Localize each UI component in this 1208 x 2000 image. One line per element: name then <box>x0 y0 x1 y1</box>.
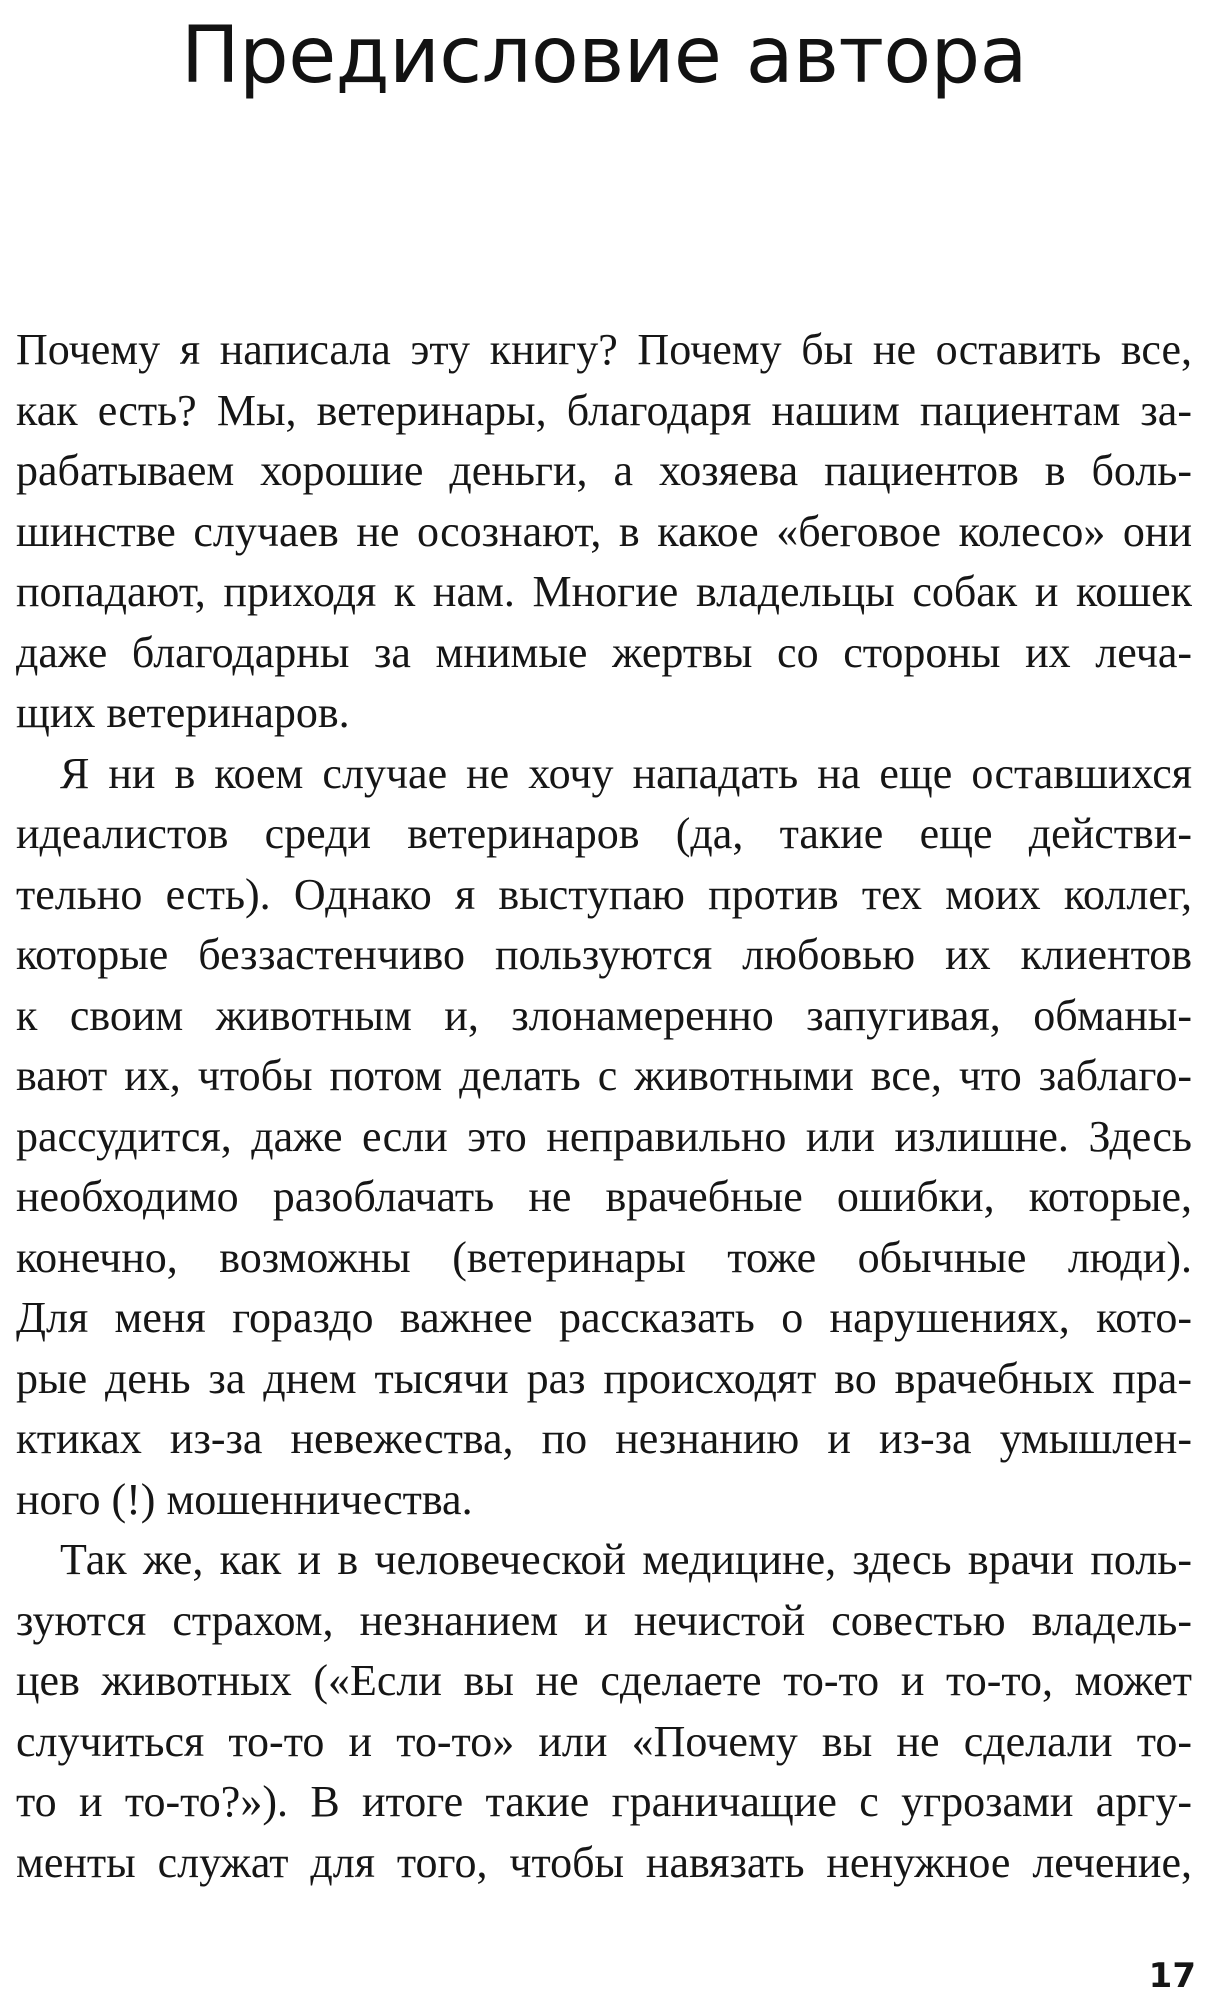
text-line: идеалистов среди ветеринаров (да, такие еще действи- <box>16 809 1192 858</box>
text-line: Я ни в коем случае не хочу нападать на еще оставшихся <box>60 748 1192 798</box>
text-line: как есть? Мы, ветеринары, благодаря нашим пациентам за- <box>16 385 1192 435</box>
page-number: 17 <box>1148 1956 1196 1996</box>
text-line: случиться то-то и то-то» или «Почему вы не сделали то- <box>16 1716 1192 1766</box>
text-line: Для меня гораздо важнее рассказать о нарушениях, кото- <box>16 1293 1192 1342</box>
text-line: щих ветеринаров. <box>16 688 350 737</box>
text-line: конечно, возможны (ветеринары тоже обычные люди). <box>16 1232 1192 1282</box>
text-line: ктиках из-за невежества, по незнанию и из-за умышлен- <box>16 1414 1192 1463</box>
paragraph-1 <box>16 320 1192 744</box>
text-line: которые беззастенчиво пользуются любовью их клиентов <box>16 930 1192 979</box>
text-line: цев животных («Если вы не сделаете то-то и то-то, может <box>16 1656 1192 1705</box>
text-line: то и то-то?»). В итоге такие граничащие с угрозами аргу- <box>16 1777 1192 1826</box>
text-line: Так же, как и в человеческой медицине, здесь врачи поль- <box>60 1535 1192 1584</box>
chapter-title: Предисловие автора <box>181 11 1027 101</box>
text-line: вают их, чтобы потом делать с животными все, что заблаго- <box>16 1051 1192 1100</box>
text-line: необходимо разоблачать не врачебные ошибки, которые, <box>16 1172 1192 1221</box>
text-line: рабатываем хорошие деньги, а хозяева пациентов в боль- <box>16 446 1192 495</box>
text-line: даже благодарны за мнимые жертвы со стороны их леча- <box>16 627 1192 677</box>
text-line: шинстве случаев не осознают, в какое «беговое колесо» они <box>16 506 1192 556</box>
text-line: менты служат для того, чтобы навязать ненужное лечение, <box>16 1837 1192 1887</box>
text-line: зуются страхом, незнанием и нечистой совестью владель- <box>16 1595 1192 1645</box>
body-text <box>16 320 1192 1893</box>
text-line: к своим животным и, злонамеренно запугивая, обманы- <box>16 990 1192 1040</box>
text-line: Почему я написала эту книгу? Почему бы не оставить все, <box>16 325 1192 374</box>
paragraph-2 <box>16 744 1192 1531</box>
text-line: попадают, приходя к нам. Многие владельцы собак и кошек <box>16 567 1192 616</box>
text-line: рассудится, даже если это неправильно или излишне. Здесь <box>16 1111 1192 1161</box>
paragraph-3 <box>16 1530 1192 1893</box>
text-line: тельно есть). Однако я выступаю против тех моих коллег, <box>16 869 1192 919</box>
text-line: ного (!) мошенничества. <box>16 1474 473 1524</box>
text-line: рые день за днем тысячи раз происходят во врачебных пра- <box>16 1353 1192 1403</box>
